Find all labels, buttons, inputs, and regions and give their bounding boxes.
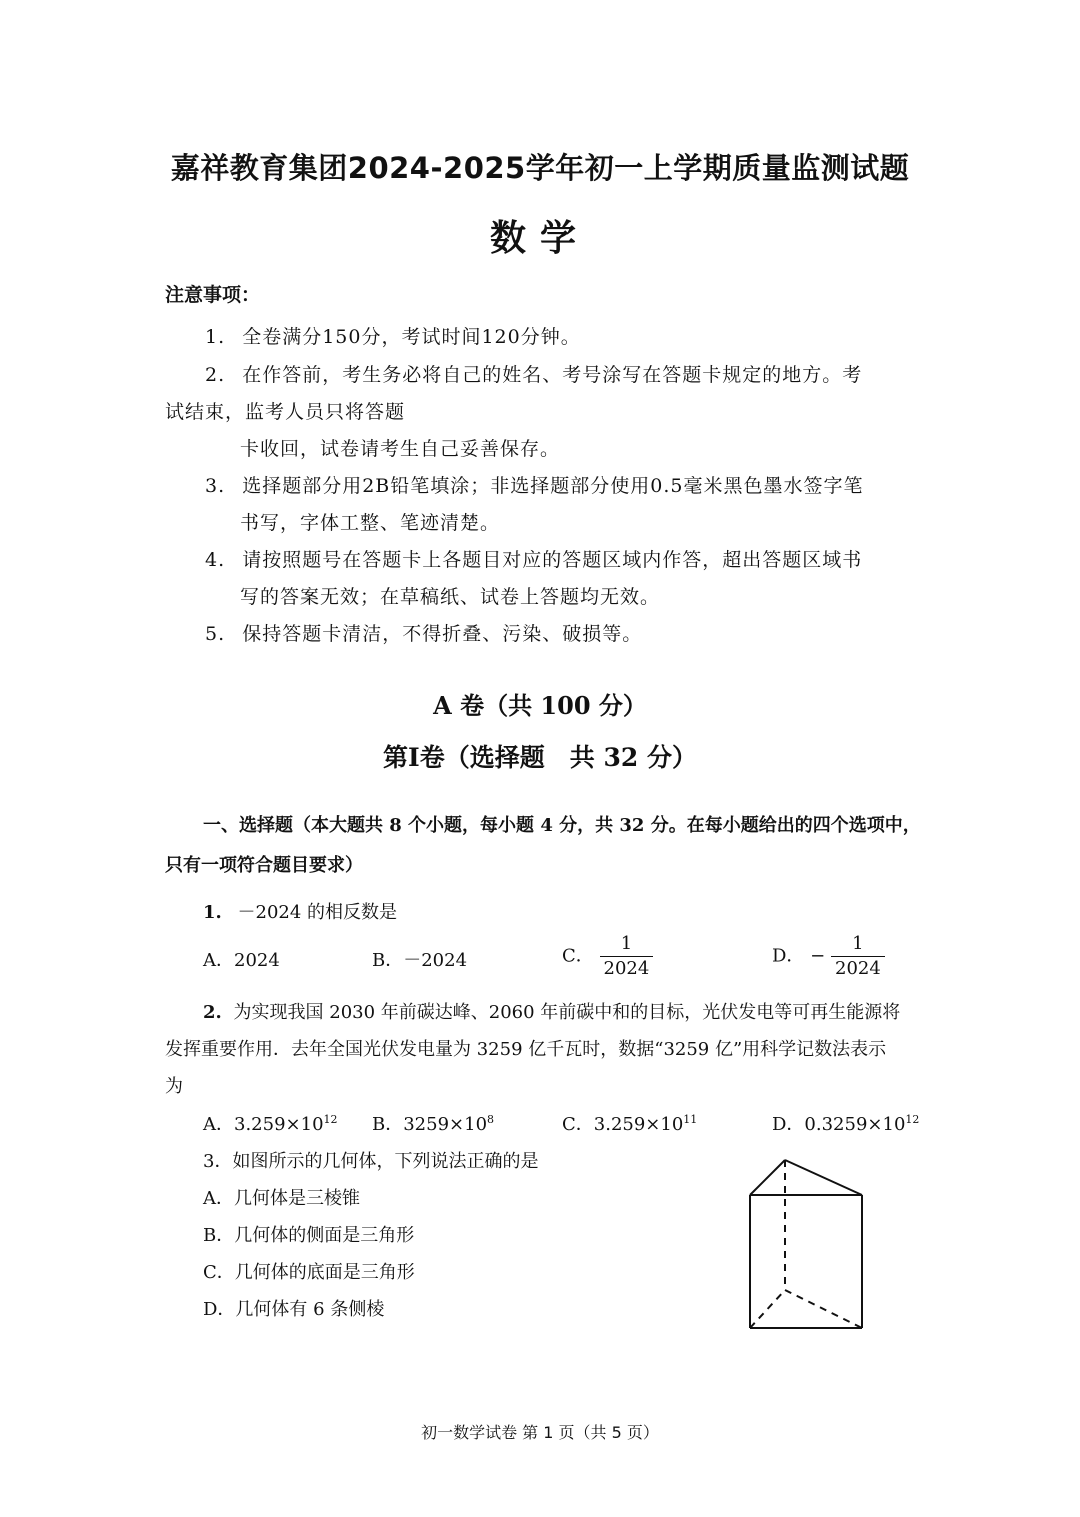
q2-option-d (772, 1110, 919, 1136)
question-text: 发挥重要作用．去年全国光伏发电量为 3259 亿千瓦时，数据“3259 亿”用科学记数法表示 (165, 1039, 887, 1060)
option-text: C．3.259×10 (562, 1114, 684, 1135)
fraction-denominator: 2024 (600, 956, 654, 979)
notice-number: 4. (205, 549, 226, 571)
question-number: 1. (203, 902, 222, 923)
volume-a-heading: A 卷（共 100 分） (433, 691, 647, 720)
question-2-stem (203, 998, 900, 1024)
q1-option-b: B．－2024 (372, 950, 468, 971)
exponent: 12 (905, 1113, 920, 1126)
notice-item-3 (205, 471, 863, 498)
mc-instructions: 一、选择题（本大题共 8 个小题，每小题 4 分，共 32 分。在每小题给出的四个选项中， (203, 815, 921, 836)
question-3-stem: 3．如图所示的几何体，下列说法正确的是 (203, 1151, 539, 1172)
notice-text: 卡收回，试卷请考生自己妥善保存。 (240, 438, 561, 460)
notice-item-2 (205, 360, 862, 387)
mc-instructions-cont: 只有一项符合题目要求） (165, 855, 363, 876)
question-1-stem (203, 898, 397, 924)
exponent: 8 (487, 1113, 495, 1126)
notice-item-1 (205, 322, 581, 349)
question-text: －2024 的相反数是 (237, 902, 398, 923)
top-edge-right (785, 1160, 862, 1195)
notice-text: 书写，字体工整、笔迹清楚。 (240, 512, 501, 534)
question-text: 为实现我国 2030 年前碳达峰、2060 年前碳中和的目标，光伏发电等可再生能源将 (233, 1002, 901, 1023)
minus-sign: − (810, 945, 826, 967)
question-text: 为 (165, 1076, 183, 1097)
notice-number: 3. (205, 475, 226, 497)
q2-option-c (562, 1110, 697, 1136)
question-number: 2. (203, 1002, 222, 1023)
exam-title: 嘉祥教育集团2024-2025学年初一上学期质量监测试题 (170, 151, 910, 185)
notice-text: 写的答案无效；在草稿纸、试卷上答题均无效。 (240, 586, 661, 608)
notice-item-5 (205, 619, 642, 646)
q1-option-a: A．2024 (203, 950, 280, 971)
q2-option-a (203, 1110, 338, 1136)
exponent: 12 (323, 1113, 338, 1126)
q3-option-b: B．几何体的侧面是三角形 (203, 1225, 415, 1246)
notice-text: 请按照题号在答题卡上各题目对应的答题区域内作答，超出答题区域书 (242, 549, 863, 571)
fraction-numerator: 1 (620, 933, 633, 954)
subject-title: 数学 (489, 218, 590, 259)
notice-number: 5. (205, 623, 226, 645)
q3-option-c: C．几何体的底面是三角形 (203, 1262, 415, 1283)
option-text: A．3.259×10 (203, 1114, 324, 1135)
notice-text: 选择题部分用2B铅笔填涂；非选择题部分使用0.5毫米黑色墨水签字笔 (242, 475, 864, 497)
q1-option-c (562, 934, 653, 979)
q1-option-d (772, 934, 885, 979)
q2-option-b (372, 1110, 494, 1136)
hidden-bottom-edge-left (750, 1290, 785, 1328)
q3-option-a: A．几何体是三棱锥 (203, 1188, 360, 1209)
notice-item-4 (205, 545, 862, 572)
notice-text: 试结束，监考人员只将答题 (165, 401, 406, 423)
notice-number: 2. (205, 364, 226, 386)
exponent: 11 (683, 1113, 698, 1126)
notice-text: 全卷满分150分，考试时间120分钟。 (242, 326, 581, 348)
fraction-denominator: 2024 (831, 956, 885, 979)
notice-number: 1. (205, 326, 226, 348)
q3-option-d: D．几何体有 6 条侧棱 (203, 1299, 385, 1320)
hidden-bottom-edge-right (785, 1290, 862, 1328)
notice-text: 在作答前，考生务必将自己的姓名、考号涂写在答题卡规定的地方。考 (242, 364, 863, 386)
triangular-prism-figure (740, 1150, 870, 1340)
notice-text: 保持答题卡清洁，不得折叠、污染、破损等。 (242, 623, 643, 645)
option-label: C． (562, 945, 594, 967)
option-label: D． (772, 945, 805, 967)
top-edge-left (750, 1160, 785, 1195)
option-text: B．3259×10 (372, 1114, 488, 1135)
fraction-numerator: 1 (852, 933, 864, 954)
fraction (831, 934, 885, 979)
page-footer: 初一数学试卷 第 1 页（共 5 页） (421, 1423, 659, 1442)
option-text: D．0.3259×10 (772, 1114, 906, 1135)
notice-heading: 注意事项： (165, 284, 261, 306)
part-1-heading: 第Ⅰ卷（选择题 共 32 分） (383, 743, 697, 772)
fraction (600, 934, 654, 979)
